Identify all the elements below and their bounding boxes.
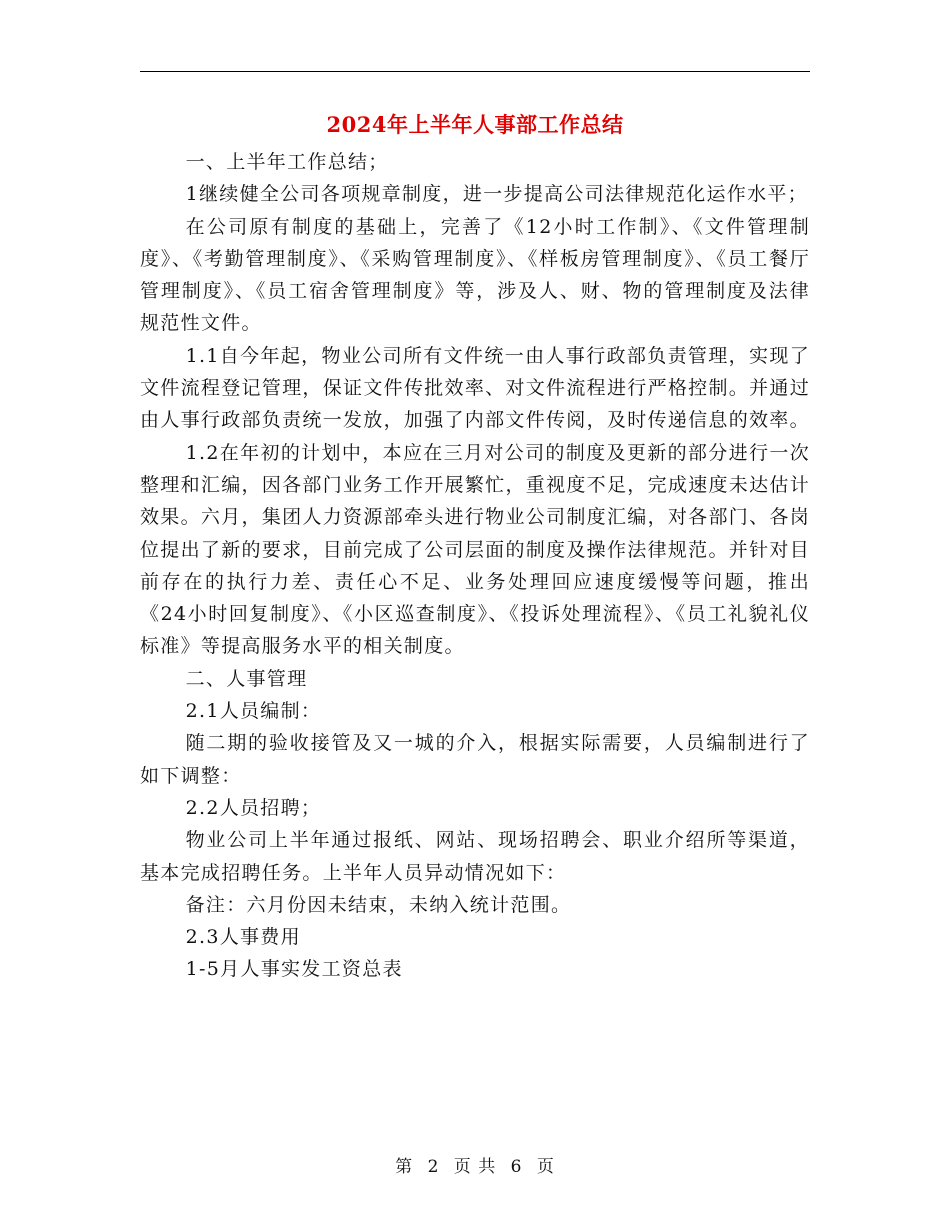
paragraph: 2.1人员编制： bbox=[185, 700, 322, 723]
paragraph: 一、上半年工作总结； bbox=[185, 151, 389, 173]
paragraph: 1-5月人事实发工资总表 bbox=[185, 958, 403, 981]
paragraph: 2.2人员招聘； bbox=[185, 796, 322, 819]
page-footer bbox=[0, 1152, 950, 1177]
document-body bbox=[140, 146, 810, 986]
page-number: 2 bbox=[427, 1157, 440, 1177]
paragraph: 1继续健全公司各项规章制度，进一步提高公司法律规范化运作水平； bbox=[185, 183, 808, 206]
paragraph: 1.1自今年起，物业公司所有文件统一由人事行政部负责管理，实现了文件流程登记管理，保证文件传批效率、对文件流程进行严格控制。并通过由人事行政部负责统一发放，加强了内部文件传阅，及时传递信息的效率。 bbox=[140, 344, 810, 432]
footer-prefix: 第 bbox=[395, 1157, 414, 1177]
total-pages: 6 bbox=[510, 1157, 523, 1177]
paragraph: 随二期的验收接管及又一城的介入，根据实际需要，人员编制进行了如下调整： bbox=[140, 732, 810, 787]
paragraph: 二、人事管理 bbox=[185, 667, 308, 690]
paragraph: 2.3人事费用 bbox=[185, 926, 301, 949]
header-rule bbox=[140, 71, 810, 72]
footer-middle: 页 共 bbox=[453, 1157, 497, 1177]
paragraph: 备注：六月份因未结束，未纳入统计范围。 bbox=[185, 893, 572, 916]
paragraph: 在公司原有制度的基础上，完善了《12小时工作制》、《文件管理制度》、《考勤管理制度》、《采购管理制度》、《样板房管理制度》、《员工餐厅管理制度》、《员工宿舍管理制度》等，涉及人、财、物的管理制度及法律规范性文件。 bbox=[140, 215, 810, 335]
paragraph: 1.2在年初的计划中，本应在三月对公司的制度及更新的部分进行一次整理和汇编，因各部门业务工作开展繁忙，重视度不足，完成速度未达估计效果。六月，集团人力资源部牵头进行物业公司制度汇编，对各部门、各岗位提出了新的要求，目前完成了公司层面的制度及操作法律规范。并针对目前存在的执行力差、责任心不足、业务处理回应速度缓慢等问题，推出《24小时回复制度》、《小区巡查制度》、《投诉处理流程》、《员工礼貌礼仪标准》等提高服务水平的相关制度。 bbox=[140, 441, 810, 658]
document-title: 2024年上半年人事部工作总结 bbox=[326, 112, 624, 137]
paragraph: 物业公司上半年通过报纸、网站、现场招聘会、职业介绍所等渠道，基本完成招聘任务。上半年人员异动情况如下： bbox=[140, 829, 810, 884]
footer-suffix: 页 bbox=[536, 1157, 555, 1177]
